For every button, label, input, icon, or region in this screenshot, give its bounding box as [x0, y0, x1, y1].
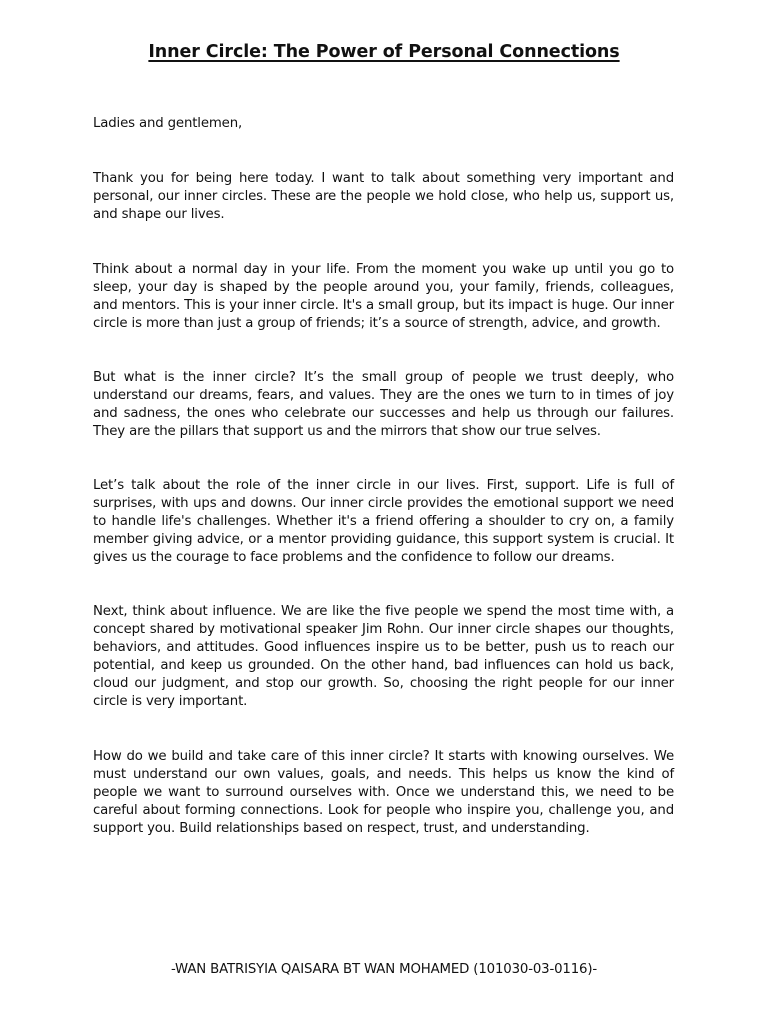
paragraph-build-inner-circle: How do we build and take care of this inner circle? It starts with knowing ourselves. We must understand our own values, goals, and needs. This helps us know the kind of people we want to surround ourselves with. Once we understand this, we need to be careful about forming connections. Look for people who inspire you, challenge you, and support you. Build relationships based on respect, trust, and understanding.: [93, 749, 674, 836]
paragraph-support: Let’s talk about the role of the inner circle in our lives. First, support. Life is full of surprises, with ups and downs. Our inner circle provides the emotional support we need to handle life's challenges. Whether it's a friend offering a shoulder to cry on, a family member giving advice, or a mentor providing guidance, this support system is crucial. It gives us the courage to face problems and the confidence to follow our dreams.: [93, 478, 674, 565]
document-title: Inner Circle: The Power of Personal Connections: [148, 42, 620, 62]
paragraph-normal-day: Think about a normal day in your life. From the moment you wake up until you go to sleep, your day is shaped by the people around you, your family, friends, colleagues, and mentors. This is your inner circle. It's a small group, but its impact is huge. Our inner circle is more than just a group of friends; it’s a source of strength, advice, and growth.: [93, 262, 674, 331]
paragraph-what-is-inner-circle: But what is the inner circle? It’s the small group of people we trust deeply, who understand our dreams, fears, and values. They are the ones we turn to in times of joy and sadness, the ones who celebrate our successes and help us through our failures. They are the pillars that support us and the mirrors that show our true selves.: [93, 370, 674, 439]
salutation: Ladies and gentlemen,: [93, 116, 243, 131]
paragraph-intro: Thank you for being here today. I want to talk about something very important and personal, our inner circles. These are the people we hold close, who help us, support us, and shape our lives.: [93, 171, 674, 222]
paragraph-influence: Next, think about influence. We are like the five people we spend the most time with, a concept shared by motivational speaker Jim Rohn. Our inner circle shapes our thoughts, behaviors, and attitudes. Good influences inspire us to be better, push us to reach our potential, and keep us grounded. On the other hand, bad influences can hold us back, cloud our judgment, and stop our growth. So, choosing the right people for our inner circle is very important.: [93, 604, 674, 709]
author-footer: -WAN BATRISYIA QAISARA BT WAN MOHAMED (101030-03-0116)-: [170, 962, 598, 977]
